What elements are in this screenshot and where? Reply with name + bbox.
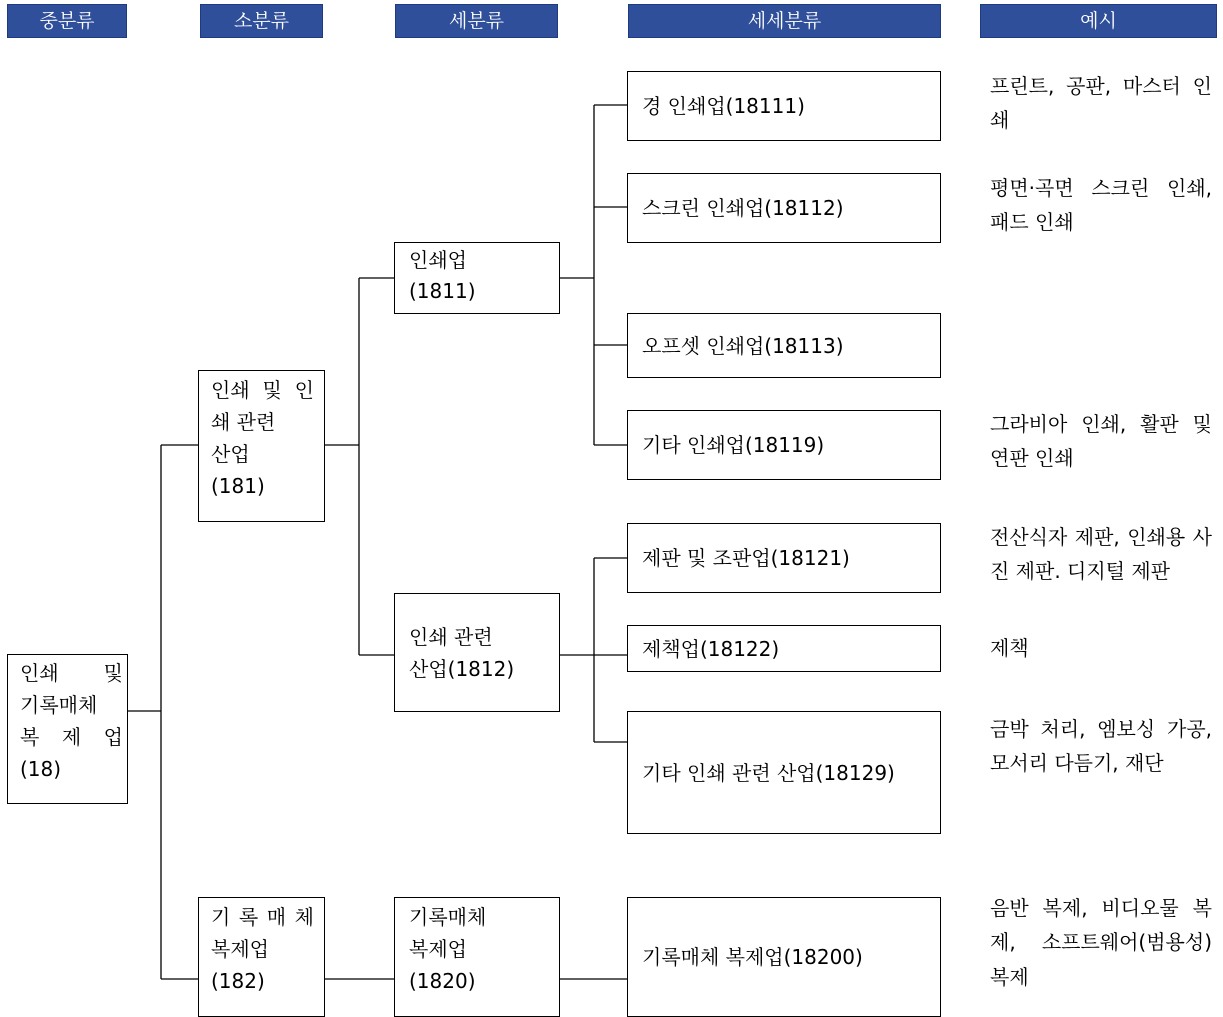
- mid-category-line: 기록매체: [20, 693, 98, 717]
- detail-category-line: 복제업: [409, 937, 467, 961]
- detail-category-line: 기록매체: [409, 905, 487, 929]
- small-category-line: 산업: [211, 442, 250, 466]
- subdetail-category-box: [627, 523, 941, 593]
- subdetail-category-box: [627, 71, 941, 141]
- small-category-line: 기 록 매 체: [211, 905, 314, 929]
- small-category-line: 복제업: [211, 937, 269, 961]
- detail-category-line: (1811): [409, 279, 476, 303]
- detail-category-text: [409, 621, 514, 685]
- mid-category-line: 복 제 업: [20, 725, 123, 749]
- example-text: 평면·곡면 스크린 인쇄, 패드 인쇄: [990, 176, 1212, 235]
- example-text: 전산식자 제판, 인쇄용 사진 제판. 디지털 제판: [990, 525, 1212, 584]
- header-example: 예시: [980, 4, 1217, 38]
- small-category-line: (181): [211, 474, 265, 498]
- subdetail-category-box: [627, 625, 941, 672]
- detail-category-box: [394, 242, 560, 314]
- small-category-box: [198, 370, 325, 522]
- subdetail-category-label: 기타 인쇄 관련 산업(18129): [642, 760, 895, 785]
- header-detail-category: 세분류: [395, 4, 558, 38]
- example-text: 그라비아 인쇄, 활판 및 연판 인쇄: [990, 412, 1212, 471]
- subdetail-category-box: [627, 313, 941, 378]
- subdetail-category-label: 제책업(18122): [642, 636, 780, 661]
- small-category-line: (182): [211, 969, 265, 993]
- detail-category-line: 산업(1812): [409, 656, 515, 681]
- subdetail-category-label: 오프셋 인쇄업(18113): [642, 333, 844, 358]
- subdetail-category-label: 스크린 인쇄업(18112): [642, 196, 844, 220]
- header-mid-category: 중분류: [7, 4, 127, 38]
- example-text: 제책: [990, 636, 1029, 660]
- subdetail-category-label: 제판 및 조판업(18121): [642, 546, 850, 570]
- header-subdetail-category: 세세분류: [628, 4, 941, 38]
- detail-category-line: 인쇄업: [409, 248, 467, 272]
- subdetail-category-label: 기타 인쇄업(18119): [642, 433, 825, 457]
- mid-category-box: [7, 654, 128, 804]
- detail-category-line: 인쇄 관련: [409, 624, 493, 649]
- subdetail-category-box: [627, 410, 941, 480]
- small-category-box: [198, 897, 325, 1017]
- subdetail-category-box: [627, 897, 941, 1017]
- header-small-category: 소분류: [200, 4, 323, 38]
- small-category-line: 쇄 관련: [211, 410, 276, 434]
- mid-category-line: (18): [20, 757, 62, 781]
- detail-category-line: (1820): [409, 969, 476, 993]
- subdetail-category-box: [627, 173, 941, 243]
- detail-category-box: [394, 593, 560, 712]
- subdetail-category-label: 경 인쇄업(18111): [642, 94, 805, 118]
- detail-category-box: [394, 897, 560, 1017]
- example-text: 음반 복제, 비디오물 복제, 소프트웨어(범용성) 복제: [990, 896, 1212, 989]
- mid-category-line: 인쇄 및: [20, 661, 123, 685]
- example-text: 금박 처리, 엠보싱 가공, 모서리 다듬기, 재단: [990, 717, 1212, 776]
- subdetail-category-label: 기록매체 복제업(18200): [642, 945, 863, 969]
- small-category-line: 인쇄 및 인: [211, 378, 314, 402]
- example-text: 프린트, 공판, 마스터 인쇄: [990, 74, 1212, 133]
- subdetail-category-box: [627, 711, 941, 834]
